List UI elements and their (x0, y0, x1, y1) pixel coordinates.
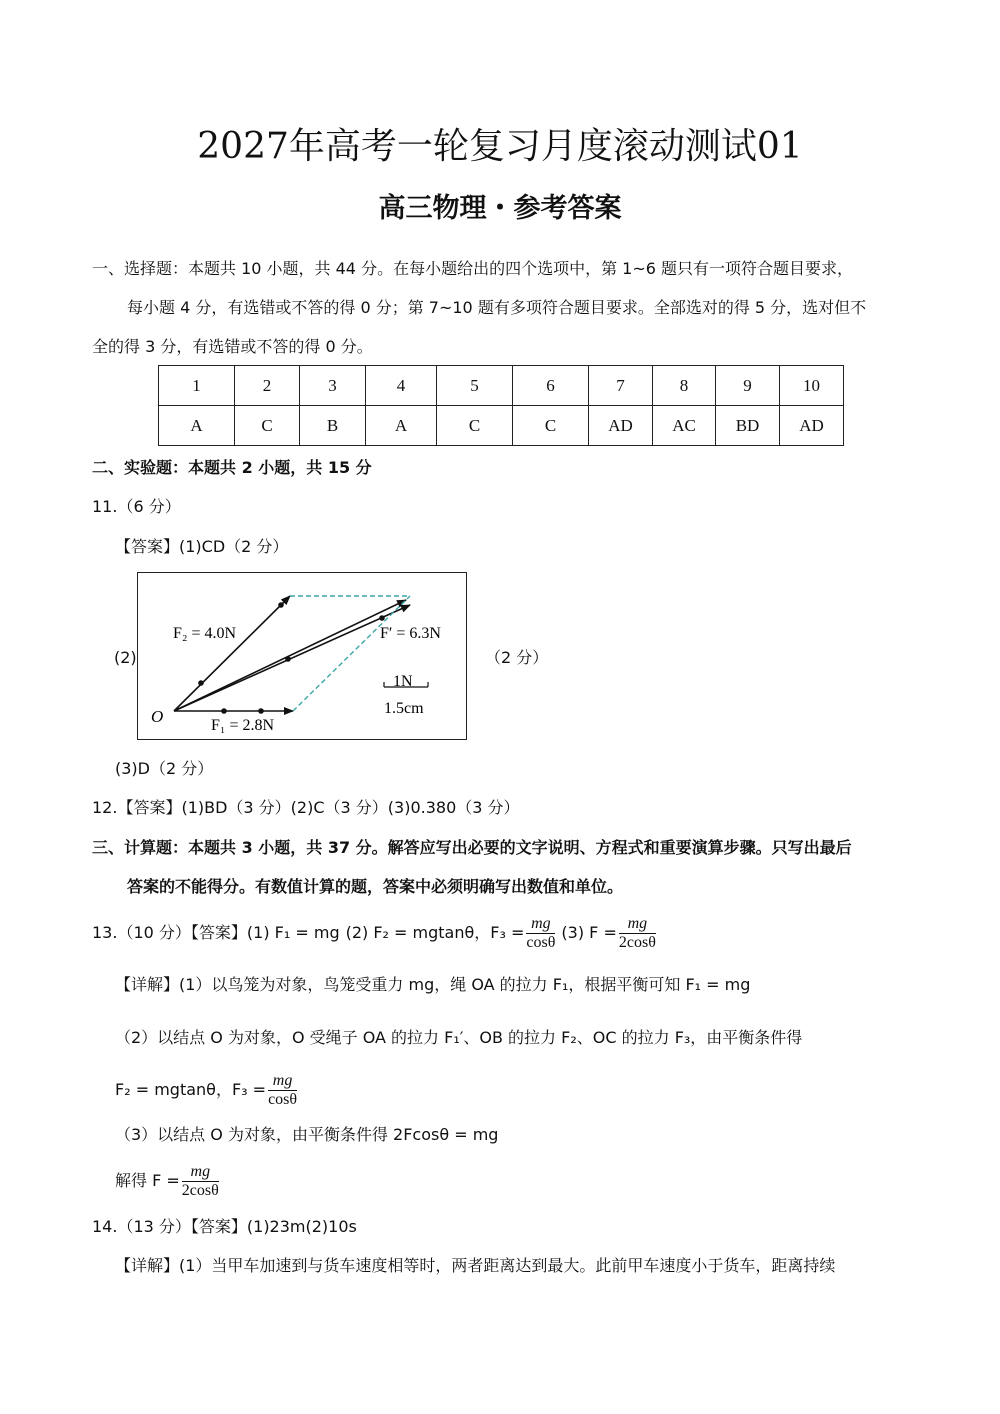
q13-answer3: (3) F = (561, 923, 617, 942)
table-cell: AD (780, 406, 844, 446)
table-cell: AC (653, 406, 716, 446)
table-cell: B (300, 406, 366, 446)
fraction-denominator: 2cosθ (618, 933, 656, 951)
resultant-vector (174, 600, 406, 711)
table-cell: 3 (300, 366, 366, 406)
point-mark (285, 656, 291, 662)
q13-answer-line (92, 912, 658, 954)
table-cell: 7 (589, 366, 653, 406)
fraction-denominator: cosθ (268, 1090, 298, 1108)
fraction-denominator: cosθ (526, 933, 556, 951)
force-diagram (137, 572, 467, 740)
section3-line1: 三、计算题：本题共 3 小题，共 37 分。解答应写出必要的文字说明、方程式和重要演算步骤。只写出最后 (92, 838, 852, 857)
table-cell: A (159, 406, 235, 446)
section1-line2: 每小题 4 分，有选错或不答的得 0 分；第 7~10 题有多项符合题目要求。全部选对的得 5 分，选对但不 (127, 298, 867, 317)
point-mark (379, 615, 385, 621)
fraction-denominator: 2cosθ (181, 1181, 219, 1199)
answer-table (158, 365, 844, 446)
table-cell: 4 (366, 366, 437, 406)
q13-detail5 (115, 1160, 221, 1202)
q11-answer1: 【答案】(1)CD（2 分） (115, 537, 289, 556)
q12-answer: 12.【答案】(1)BD（3 分）(2)C（3 分）(3)0.380（3 分） (92, 798, 520, 817)
point-mark (258, 708, 264, 714)
point-mark (198, 680, 204, 686)
q14-header: 14.（13 分）【答案】(1)23m(2)10s (92, 1217, 357, 1236)
fraction-numerator: mg (268, 1072, 297, 1091)
answer-table-number-row (159, 366, 844, 406)
table-cell: A (366, 406, 437, 446)
force-diagram-svg (138, 573, 465, 738)
f2-vector (174, 596, 290, 711)
fraction-numerator: mg (619, 915, 656, 934)
f2-label: F₂ = 4.0N (173, 625, 237, 642)
section2-heading: 二、实验题：本题共 2 小题，共 15 分 (92, 458, 372, 477)
q13-detail3 (115, 1069, 299, 1111)
q13-detail3-text: F₂ = mgtanθ，F₃ = (115, 1080, 267, 1099)
table-cell: C (235, 406, 300, 446)
origin-label: O (151, 707, 164, 726)
fprime-vector (174, 605, 410, 711)
q13-answer2: (2) F₂ = mgtanθ，F₃ = (345, 923, 525, 942)
table-cell: 1 (159, 366, 235, 406)
table-cell: 10 (780, 366, 844, 406)
page-subtitle: 高三物理・参考答案 (378, 193, 622, 224)
q13-answer1: (1) F₁ = mg (246, 923, 340, 942)
table-cell: AD (589, 406, 653, 446)
q13-fraction-f3 (526, 915, 555, 952)
table-cell: 9 (716, 366, 780, 406)
table-cell: 8 (653, 366, 716, 406)
section1-line3: 全的得 3 分，有选错或不答的得 0 分。 (92, 337, 373, 356)
q11-part2-score: （2 分） (485, 648, 549, 667)
q13-detail3-fraction (268, 1072, 297, 1109)
q11-header: 11.（6 分） (92, 497, 181, 516)
f1-label: F₁ = 2.8N (211, 717, 275, 734)
scale-top-label: 1N (393, 673, 413, 690)
table-cell: C (513, 406, 589, 446)
fprime-label: F′ = 6.3N (380, 625, 441, 642)
answer-table-answer-row (159, 406, 844, 446)
section3-line2: 答案的不能得分。有数值计算的题，答案中必须明确写出数值和单位。 (127, 877, 624, 896)
q13-fraction-f (619, 915, 656, 952)
q13-header: 13.（10 分）【答案】 (92, 923, 247, 942)
fraction-numerator: mg (182, 1163, 219, 1182)
parallelogram-edge-right (293, 596, 410, 711)
fraction-numerator: mg (526, 915, 555, 934)
q11-answer3: (3)D（2 分） (115, 759, 214, 778)
q13-detail5-text: 解得 F = (115, 1171, 180, 1190)
table-cell: BD (716, 406, 780, 446)
table-cell: 5 (437, 366, 513, 406)
point-mark (278, 602, 284, 608)
q13-detail5-fraction (182, 1163, 219, 1200)
section1-line1: 一、选择题：本题共 10 小题，共 44 分。在每小题给出的四个选项中，第 1~6 题只有一项符合题目要求， (92, 259, 854, 278)
q13-detail4: （3）以结点 O 为对象，由平衡条件得 2Fcosθ = mg (115, 1125, 499, 1144)
scale-bottom-label: 1.5cm (384, 700, 424, 717)
table-cell: 2 (235, 366, 300, 406)
q13-detail2: （2）以结点 O 为对象，O 受绳子 OA 的拉力 F₁′、OB 的拉力 F₂、OC 的拉力 F₃，由平衡条件得 (115, 1028, 803, 1047)
table-cell: C (437, 406, 513, 446)
q14-detail1: 【详解】(1）当甲车加速到与货车速度相等时，两者距离达到最大。此前甲车速度小于货车，距离持续 (115, 1256, 836, 1275)
page-title: 2027年高考一轮复习月度滚动测试01 (197, 126, 803, 167)
q13-detail1: 【详解】(1）以鸟笼为对象，鸟笼受重力 mg，绳 OA 的拉力 F₁，根据平衡可知 F₁ = mg (115, 975, 751, 994)
point-mark (221, 708, 227, 714)
q11-part2-label: (2) (114, 648, 137, 667)
table-cell: 6 (513, 366, 589, 406)
